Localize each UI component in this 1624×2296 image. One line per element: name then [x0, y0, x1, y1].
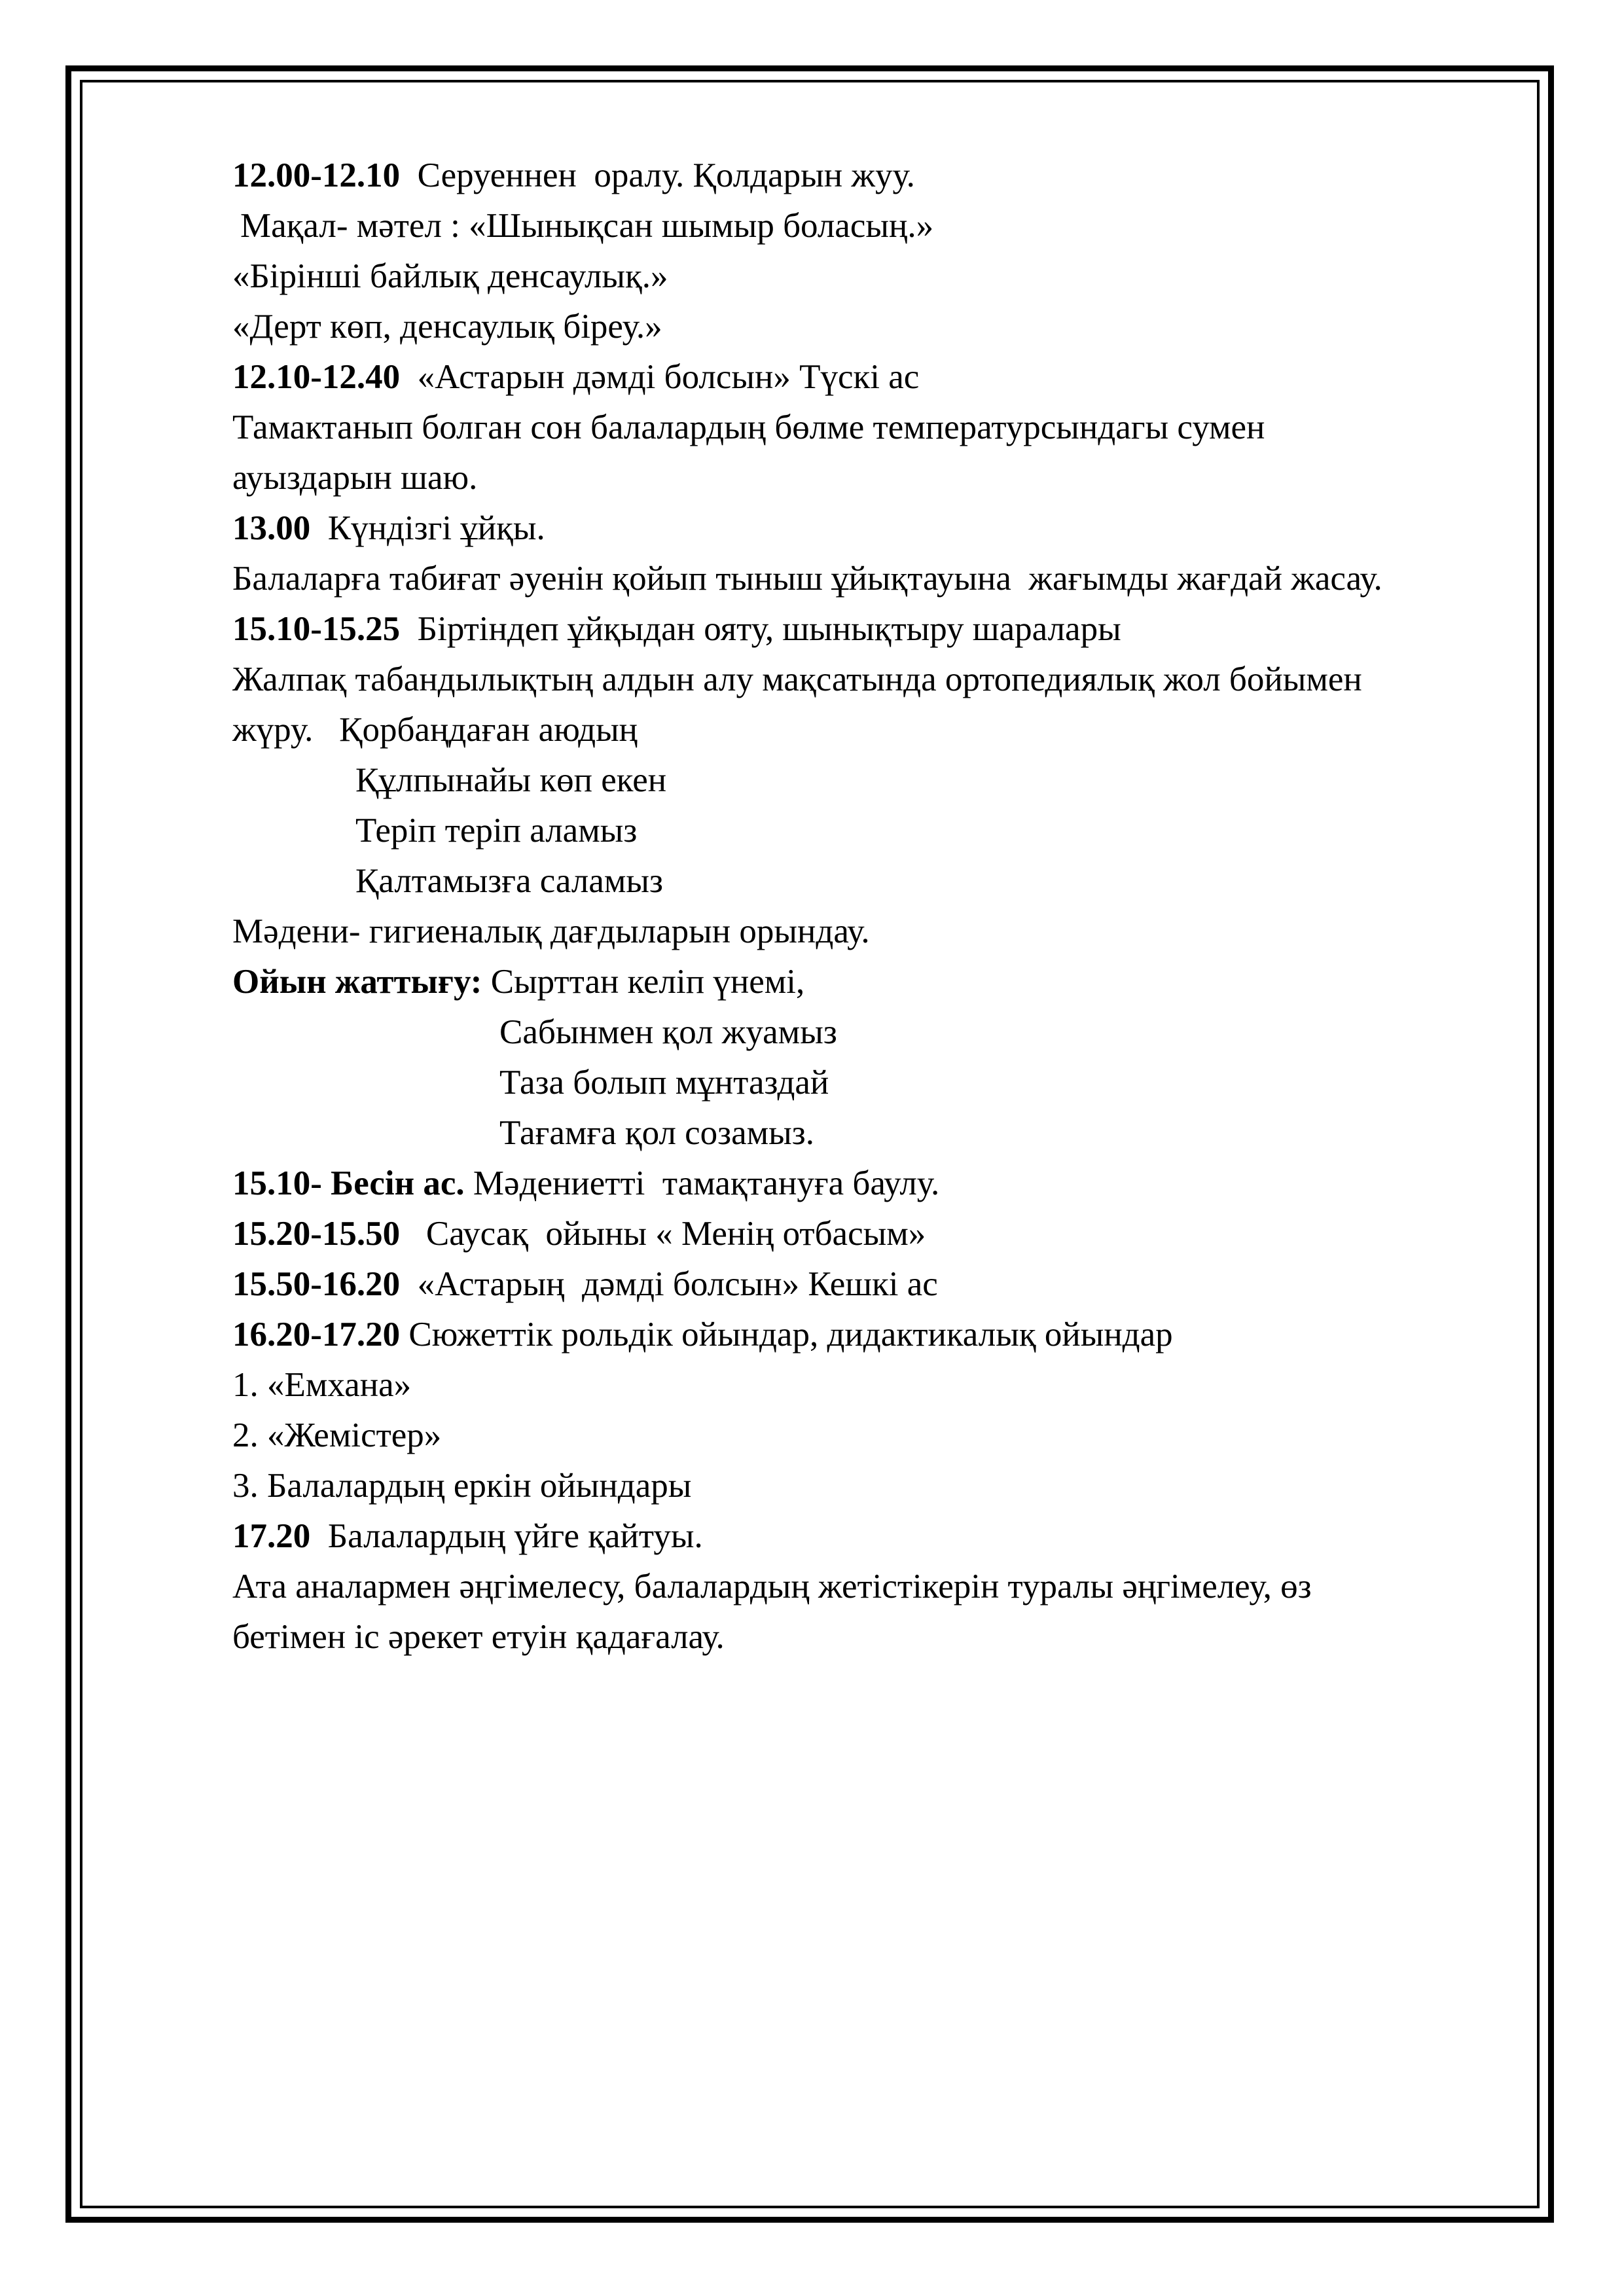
list-item	[232, 1360, 1509, 1410]
document-body	[232, 151, 1509, 1662]
poem-line	[232, 1007, 1509, 1058]
schedule-line-1210	[232, 352, 1509, 403]
line-text: Тағамға қол созамыз.	[499, 1114, 814, 1152]
line-text: Теріп теріп аламыз	[355, 812, 638, 850]
line-text: «Астарын дәмді болсын» Түскі ас	[400, 358, 920, 396]
line-text: Серуеннен оралу. Қолдарын жуу.	[400, 156, 915, 194]
line-text: Тамактанып болган сон балалардың бөлме температурсындагы сумен	[232, 408, 1265, 446]
exercise-label: Ойын жаттығу:	[232, 963, 482, 1001]
line-text: Мәдени- гигиеналық дағдыларын орындау.	[232, 912, 870, 950]
paragraph-line	[232, 1562, 1509, 1612]
poem-line	[232, 1058, 1509, 1108]
proverb-intro	[232, 201, 1509, 251]
schedule-line-1720	[232, 1511, 1509, 1562]
line-text: Таза болып мұнтаздай	[499, 1064, 829, 1102]
paragraph-line	[232, 906, 1509, 957]
line-text: Саусақ ойыны « Менің отбасым»	[400, 1215, 926, 1253]
paragraph-line	[232, 453, 1509, 503]
line-text: 2. «Жемістер»	[232, 1416, 442, 1454]
line-text: «Астарың дәмді болсын» Кешкі ас	[400, 1265, 938, 1303]
poem-line	[232, 856, 1509, 906]
line-text: «Дерт көп, денсаулық біреу.»	[232, 308, 662, 346]
schedule-line-1510	[232, 604, 1509, 655]
paragraph-line	[232, 655, 1509, 705]
schedule-line-1200	[232, 151, 1509, 201]
paragraph-line	[232, 705, 1509, 755]
line-text: Мәдениетті тамақтануға баулу.	[464, 1164, 940, 1202]
line-text: ауыздарын шаю.	[232, 459, 478, 497]
time-label: 15.10- Бесін ас.	[232, 1164, 465, 1202]
line-text: Біртіндеп ұйқыдан ояту, шынықтыру шаралары	[400, 610, 1121, 648]
time-label: 12.00-12.10	[232, 156, 401, 194]
line-text: Балалардың үйге қайтуы.	[310, 1517, 703, 1555]
exercise-heading	[232, 957, 1509, 1007]
list-item	[232, 1410, 1509, 1461]
time-label: 16.20-17.20	[232, 1316, 401, 1354]
line-text: Қалтамызға саламыз	[355, 862, 663, 900]
line-text: Сабынмен қол жуамыз	[499, 1013, 837, 1051]
line-text: Жалпақ табандылықтың алдын алу мақсатында ортопедиялық жол бойымен	[232, 660, 1362, 698]
line-text: Сюжеттік рольдік ойындар, дидактикалық ойындар	[400, 1316, 1173, 1354]
proverb-line	[232, 302, 1509, 352]
schedule-line-1520	[232, 1209, 1509, 1259]
schedule-line-1300	[232, 503, 1509, 554]
schedule-line-besin	[232, 1158, 1509, 1209]
line-text: бетімен іс әрекет етуін қадағалау.	[232, 1618, 725, 1656]
paragraph-line	[232, 403, 1509, 453]
line-text: Балаларға табиғат әуенін қойып тыныш ұйықтауына жағымды жағдай жасау.	[232, 560, 1382, 598]
list-item	[232, 1461, 1509, 1511]
line-text: Күндізгі ұйқы.	[310, 509, 545, 547]
line-text: Ата аналармен әңгімелесу, балалардың жетістікерін туралы әңгімелеу, өз	[232, 1568, 1312, 1605]
line-text: жүру. Қорбаңдаған аюдың	[232, 711, 638, 749]
line-text: Құлпынайы көп екен	[355, 761, 667, 799]
schedule-line-1620	[232, 1310, 1509, 1360]
paragraph-line	[232, 554, 1509, 604]
time-label: 15.10-15.25	[232, 610, 401, 648]
line-text: 1. «Емхана»	[232, 1366, 412, 1404]
poem-line	[232, 755, 1509, 806]
poem-line	[232, 1108, 1509, 1158]
schedule-line-1550	[232, 1259, 1509, 1310]
time-label: 15.50-16.20	[232, 1265, 401, 1303]
line-text: 3. Балалардың еркін ойындары	[232, 1467, 692, 1505]
line-text: Сырттан келіп үнемі,	[482, 963, 805, 1001]
line-text: Мақал- мәтел : «Шынықсан шымыр боласың.»	[240, 207, 934, 245]
paragraph-line	[232, 1612, 1509, 1662]
proverb-line	[232, 251, 1509, 302]
line-text: «Бірінші байлық денсаулық.»	[232, 257, 668, 295]
time-label: 15.20-15.50	[232, 1215, 401, 1253]
time-label: 12.10-12.40	[232, 358, 401, 396]
time-label: 13.00	[232, 509, 311, 547]
poem-line	[232, 806, 1509, 856]
time-label: 17.20	[232, 1517, 311, 1555]
